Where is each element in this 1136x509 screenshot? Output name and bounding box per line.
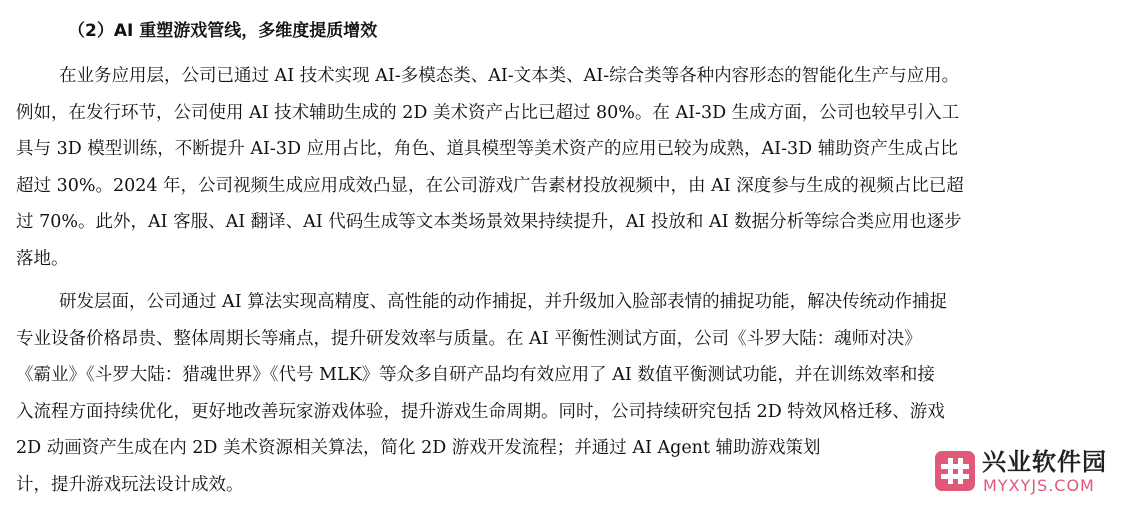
watermark-site-url: MYXYJS.COM (983, 476, 1095, 495)
paragraph-line: 例如，在发行环节，公司使用 AI 技术辅助生成的 2D 美术资产占比已超过 80%。在 AI-3D 生成方面，公司也较早引入工 (16, 102, 960, 123)
paragraph-line: 《霸业》《斗罗大陆：猎魂世界》《代号 MLK》等众多自研产品均有效应用了 AI 数值平衡测试功能，并在训练效率和接 (16, 365, 935, 385)
paragraph-line: 在业务应用层，公司已通过 AI 技术实现 AI-多模态类、AI-文本类、AI-综合类等各种内容形态的智能化生产与应用。 (59, 66, 960, 86)
paragraph-line: 2D 动画资产生成在内 2D 美术资源相关算法，简化 2D 游戏开发流程；并通过 AI Agent 辅助游戏策划 (16, 438, 821, 458)
paragraph-line: 过 70%。此外，AI 客服、AI 翻译、AI 代码生成等文本类场景效果持续提升，AI 投放和 AI 数据分析等综合类应用也逐步 (16, 212, 962, 232)
paragraph-line: 计，提升游戏玩法设计成效。 (16, 474, 244, 495)
paragraph-line: 具与 3D 模型训练，不断提升 AI-3D 应用占比，角色、道具模型等美术资产的应用已较为成熟，AI-3D 辅助资产生成占比 (16, 139, 958, 159)
paragraph-line: 专业设备价格昂贵、整体周期长等痛点，提升研发效率与质量。在 AI 平衡性测试方面，公司《斗罗大陆：魂师对决》 (16, 328, 922, 349)
paragraph-business (16, 58, 1126, 277)
site-watermark (930, 447, 1130, 499)
hash-logo-icon (935, 451, 975, 491)
paragraph-line: 超过 30%。2024 年，公司视频生成应用成效凸显，在公司游戏广告素材投放视频中，由 AI 深度参与生成的视频占比已超 (16, 175, 964, 196)
watermark-site-name: 兴业软件园 (982, 448, 1107, 476)
paragraph-line: 研发层面，公司通过 AI 算法实现高精度、高性能的动作捕捉，并升级加入脸部表情的捕捉功能，解决传统动作捕捉 (59, 292, 948, 312)
paragraph-line: 落地。 (16, 248, 69, 269)
section-heading: （2）AI 重塑游戏管线，多维度提质增效 (68, 21, 378, 41)
paragraph-line: 入流程方面持续优化，更好地改善玩家游戏体验，提升游戏生命周期。同时，公司持续研究包括 2D 特效风格迁移、游戏 (16, 401, 945, 422)
